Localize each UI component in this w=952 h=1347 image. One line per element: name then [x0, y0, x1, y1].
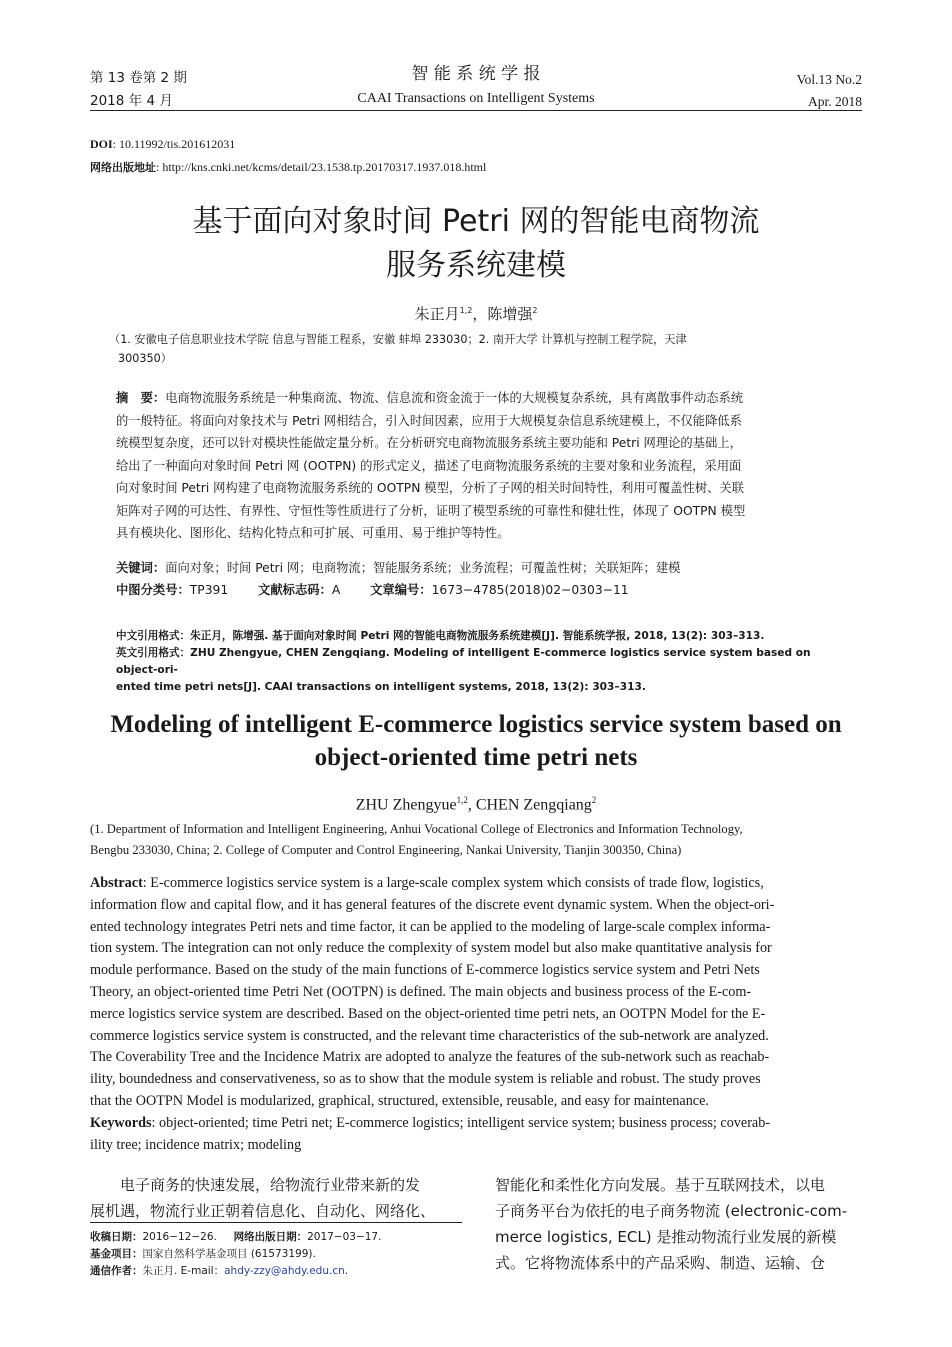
- body-right-line4: 式。它将物流体系中的产品采购、制造、运输、仓: [495, 1254, 826, 1272]
- doi-value[interactable]: : 10.11992/tis.201612031: [112, 137, 236, 151]
- author-en-1-affil: 1,2: [456, 795, 468, 805]
- header-volume: 第 13 卷第 2 期: [90, 70, 187, 86]
- abstract-cn-line: 给出了一种面向对象时间 Petri 网 (OOTPN) 的形式定义，描述了电商物流服务系统的主要对象和业务流程，采用面: [116, 458, 742, 473]
- body-right-line1: 智能化和柔性化方向发展。基于互联网技术，以电: [495, 1176, 826, 1194]
- abstract-en-line: information flow and capital flow, and it has general features of the discrete event dynamic system. When the object-ori-: [90, 896, 775, 913]
- author-cn-1: 朱正月: [414, 305, 460, 323]
- corr-author: 朱正月. E-mail：: [142, 1265, 225, 1277]
- body-right-line2: 子商务平台为依托的电子商务物流 (electronic-com-: [495, 1202, 848, 1220]
- abstract-cn-line: 电商物流服务系统是一种集商流、物流、信息流和资金流于一体的大规模复杂系统，具有离散事件动态系统: [165, 391, 744, 405]
- abstract-cn-line: 向对象时间 Petri 网构建了电商物流服务系统的 OOTPN 模型，分析了子网的相关时间特性，利用可覆盖性树、关联: [116, 481, 745, 495]
- abstract-en-line: that the OOTPN Model is modularized, graphical, structured, extensible, reusable, and easy for maintenance.: [90, 1092, 709, 1109]
- abstract-en: [90, 873, 863, 1156]
- doc-code-value: A: [331, 583, 341, 597]
- body-left-line1: 电子商务的快速发展，给物流行业带来新的发: [120, 1176, 421, 1194]
- abstract-en-line: commerce logistics service system is constructed, and the relevant time characteristics of the sub-network are analyzed.: [90, 1027, 769, 1044]
- header-date: 2018 年 4 月: [90, 93, 173, 109]
- affil-en-line1: (1. Department of Information and Intelligent Engineering, Anhui Vocational College of Electronics and Information Technology,: [90, 822, 743, 836]
- abstract-cn-line: 统模型复杂度，还可以针对模块性能做定量分析。在分析研究电商物流服务系统主要功能和 Petri 网理论的基础上，: [116, 436, 742, 450]
- header-date-en: Apr. 2018: [808, 94, 862, 109]
- keywords-cn-label: 关键词：: [116, 561, 166, 575]
- citation-cn: 中文引用格式：朱正月，陈增强. 基于面向对象时间 Petri 网的智能电商物流服务系统建模[J]. 智能系统学报, 2018, 13(2): 303–313.: [116, 630, 765, 642]
- received-label: 收稿日期：: [90, 1231, 143, 1243]
- citation-block: [116, 628, 846, 696]
- author-en-1: ZHU Zhengyue: [355, 796, 457, 814]
- keywords-cn: [116, 557, 838, 580]
- doi-label: DOI: [90, 137, 113, 151]
- title-cn-line2: 服务系统建模: [386, 248, 566, 283]
- abstract-en-line: merce logistics service system are described. Based on the object-oriented time petri nets, an OOTPN Model for the E-: [90, 1005, 766, 1022]
- body-left-line2: 展机遇，物流行业正朝着信息化、自动化、网络化、: [90, 1202, 436, 1220]
- affil-cn-line2: 300350）: [118, 352, 172, 365]
- author-cn-2: ，陈增强: [472, 305, 533, 323]
- header-journal-en: CAAI Transactions on Intelligent Systems: [357, 91, 595, 106]
- author-en-2-affil: 2: [591, 795, 597, 805]
- abstract-en-line: : E-commerce logistics service system is a large-scale complex system which consists of trade flow, logistics,: [142, 875, 764, 891]
- abstract-en-line: module performance. Based on the study of the main functions of E-commerce logistics service system and Petri Nets: [90, 962, 760, 979]
- keywords-en-label: Keywords: [90, 1114, 152, 1131]
- abstract-en-label: Abstract: [90, 875, 143, 891]
- affil-en: [90, 819, 865, 861]
- keywords-cn-text: 面向对象；时间 Petri 网；电商物流；智能服务系统；业务流程；可覆盖性树；关联矩阵；建模: [165, 561, 681, 575]
- title-en-line1: Modeling of intelligent E-commerce logistics service system based on: [110, 711, 842, 738]
- abstract-cn: [116, 387, 838, 545]
- fund-value: 国家自然科学基金项目 (61573199).: [142, 1248, 316, 1260]
- article-no-value: 1673−4785(2018)02−0303−11: [431, 583, 629, 597]
- title-en-line2: object-oriented time petri nets: [314, 744, 638, 771]
- abstract-cn-line: 矩阵对子网的可达性、有界性、守恒性等性质进行了分析，证明了模型系统的可靠性和健壮性，体现了 OOTPN 模型: [116, 503, 746, 518]
- keywords-en-line2: ility tree; incidence matrix; modeling: [90, 1136, 302, 1153]
- header-rule: [90, 110, 862, 111]
- fund-label: 基金项目：: [90, 1248, 143, 1260]
- body-right-line3: merce logistics, ECL) 是推动物流行业发展的新模: [495, 1228, 837, 1246]
- doi-line: [90, 135, 235, 153]
- title-cn-line1: 基于面向对象时间 Petri 网的智能电商物流: [192, 204, 760, 239]
- online-date: 2017−03−17.: [307, 1231, 382, 1243]
- citation-en-line2: ented time petri nets[J]. CAAI transactions on intelligent systems, 2018, 13(2): 303–313.: [116, 681, 646, 693]
- authors-en: [0, 789, 952, 816]
- article-no-label: 文章编号：: [370, 583, 432, 597]
- corr-email-end: .: [344, 1265, 349, 1277]
- doc-code-label: 文献标志码：: [258, 583, 332, 597]
- abstract-en-line: Theory, an object-oriented time Petri Net (OOTPN) is defined. The main objects and business process of the E-com-: [90, 983, 752, 1000]
- header-journal-cn: 智 能 系 统 学 报: [411, 64, 541, 84]
- online-address-value[interactable]: : http://kns.cnki.net/kcms/detail/23.1538.tp.20170317.1937.018.html: [156, 160, 487, 174]
- affil-cn-line1: （1. 安徽电子信息职业技术学院 信息与智能工程系，安徽 蚌埠 233030；2. 南开大学 计算机与控制工程学院，天津: [109, 333, 687, 346]
- abstract-cn-line: 具有模块化、图形化、结构化特点和可扩展、可重用、易于维护等特性。: [116, 526, 510, 540]
- author-en-2: , CHEN Zengqiang: [467, 796, 592, 814]
- body-right-column: [495, 1172, 863, 1276]
- clc-value: TP391: [189, 583, 229, 597]
- corr-email-link[interactable]: ahdy-zzy@ahdy.edu.cn: [224, 1265, 345, 1277]
- online-address-label: 网络出版地址: [90, 161, 156, 174]
- abstract-cn-label: 摘 要：: [116, 391, 166, 405]
- keywords-en-line1: : object-oriented; time Petri net; E-commerce logistics; intelligent service system; business process; coverab-: [151, 1114, 771, 1131]
- author-cn-2-affil: 2: [532, 306, 538, 315]
- authors-cn: [0, 300, 952, 325]
- online-address-line: [90, 158, 486, 177]
- citation-en-line1: 英文引用格式：ZHU Zhengyue, CHEN Zengqiang. Modeling of intelligent E-commerce logistics service system based on object-ori-: [116, 647, 811, 676]
- footnote-rule: [90, 1222, 462, 1223]
- classification-line: [116, 579, 838, 602]
- abstract-en-line: tion system. The integration can not only reduce the complexity of system model but also make quantitative analysis for: [90, 940, 772, 957]
- affil-en-line2: Bengbu 233030, China; 2. College of Computer and Control Engineering, Nankai University, Tianjin 300350, China): [90, 843, 682, 857]
- abstract-cn-line: 的一般特征。将面向对象技术与 Petri 网相结合，引入时间因素，应用于大规模复杂信息系统建模上，不仅能降低系: [116, 413, 742, 428]
- abstract-en-line: ented technology integrates Petri nets and time factor, it can be applied to the modeling of large-scale complex informa-: [90, 918, 771, 935]
- header-vol-en: Vol.13 No.2: [796, 72, 862, 87]
- clc-label: 中图分类号：: [116, 583, 190, 597]
- abstract-en-line: ility, boundedness and conservativeness, so as to show that the module system is reliable and robust. The study proves: [90, 1071, 761, 1088]
- author-cn-1-affil: 1,2: [459, 306, 473, 315]
- received-date: 2016−12−26.: [142, 1231, 217, 1243]
- body-left-column: [90, 1172, 465, 1224]
- footnote: [90, 1229, 470, 1280]
- abstract-en-line: The Coverability Tree and the Incidence Matrix are adopted to analyze the features of the sub-network such as reachab-: [90, 1049, 770, 1066]
- corr-label: 通信作者：: [90, 1265, 143, 1277]
- online-date-label: 网络出版日期：: [233, 1231, 308, 1243]
